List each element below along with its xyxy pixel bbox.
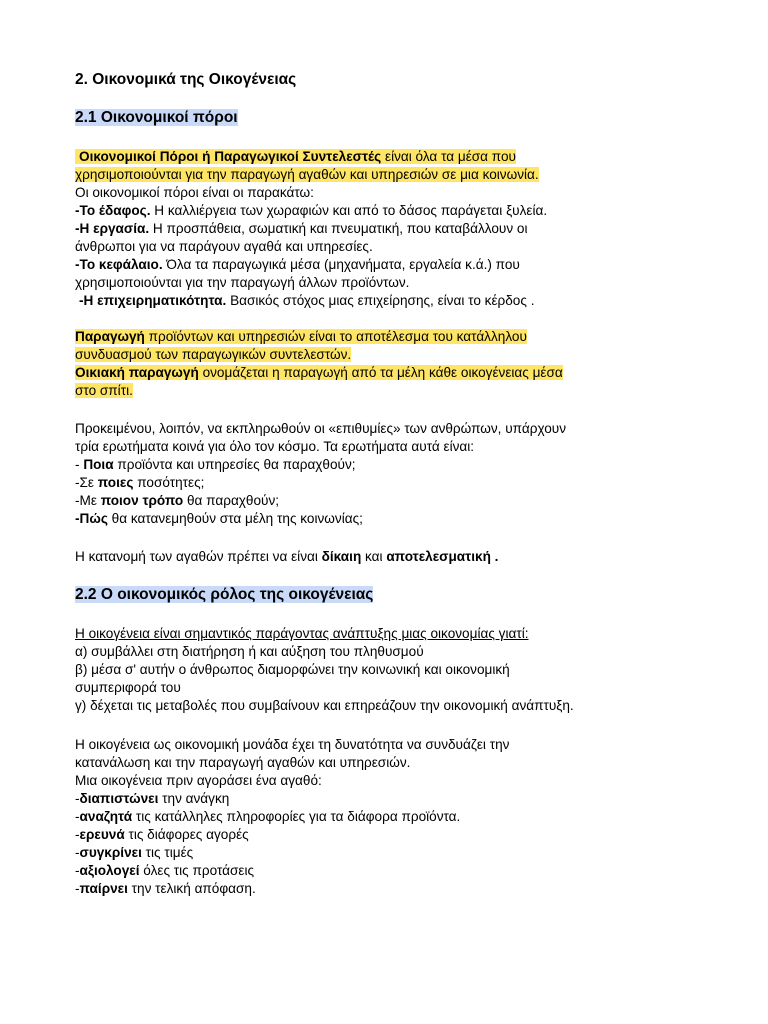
section-heading-2-1 — [75, 108, 238, 128]
text-span: προϊόντα και υπηρεσίες θα παραχθούν; — [113, 457, 356, 472]
question-item — [75, 492, 279, 509]
text-span: ποσότητες; — [133, 475, 205, 490]
page-title: 2. Οικονομικά της Οικογένειας — [75, 71, 297, 88]
reason-item-continuation: συμπεριφορά του — [75, 680, 181, 695]
bold-term: -Το κεφάλαιο. — [75, 257, 163, 272]
bold-term: Παραγωγή — [75, 329, 145, 344]
bold-term: -Πώς — [75, 511, 108, 526]
text-span: - — [75, 457, 84, 472]
question-item — [75, 456, 356, 473]
text-span: θα παραχθούν; — [183, 493, 280, 508]
bold-term: Οικονομικοί Πόροι ή Παραγωγικοί Συντελεστές — [79, 149, 382, 164]
bold-term: δίκαιη — [321, 549, 362, 564]
paragraph-line — [75, 364, 563, 381]
text-span: την τελική απόφαση. — [127, 881, 256, 896]
list-item — [75, 220, 528, 237]
text-span: όλες τις προτάσεις — [139, 863, 255, 878]
highlighted-text: στο σπίτι. — [75, 383, 133, 398]
paragraph-line — [75, 548, 498, 565]
bold-term: ποιες — [97, 475, 134, 490]
list-item — [75, 202, 547, 219]
text-span: προϊόντων και υπηρεσιών είναι το αποτέλεσμα του κατάλληλου — [144, 329, 527, 344]
paragraph-line — [75, 166, 539, 183]
bold-term: ποιον τρόπο — [100, 493, 184, 508]
bold-term: -Η εργασία. — [75, 221, 150, 236]
paragraph-line: Η οικογένεια είναι σημαντικός παράγοντας ανάπτυξης μιας οικονομίας γιατί: — [75, 626, 529, 641]
bold-term: διαπιστώνει — [79, 791, 159, 806]
text-span: τις διάφορες αγορές — [124, 827, 249, 842]
step-item — [75, 862, 254, 879]
question-item — [75, 474, 204, 491]
text-span: Η προσπάθεια, σωματική και πνευματική, που καταβάλλουν οι — [149, 221, 528, 236]
paragraph-line: τρία ερωτήματα κοινά για όλο τον κόσμο. Τα ερωτήματα αυτά είναι: — [75, 439, 475, 454]
bold-term: παίρνει — [79, 881, 128, 896]
reason-item: γ) δέχεται τις μεταβολές που συμβαίνουν και επηρεάζουν την οικονομική ανάπτυξη. — [75, 698, 574, 713]
heading-highlight: 2.2 Ο οικονομικός ρόλος της οικογένειας — [75, 586, 374, 603]
bold-term: αποτελεσματική . — [386, 549, 499, 564]
text-span: -Με — [75, 493, 101, 508]
bold-term: συγκρίνει — [79, 845, 142, 860]
highlighted-text: συνδυασμού των παραγωγικών συντελεστών. — [75, 347, 352, 362]
bold-term: αναζητά — [79, 809, 133, 824]
text-span: είναι όλα τα μέσα που — [381, 149, 516, 164]
paragraph-line: Μια οικογένεια πριν αγοράσει ένα αγαθό: — [75, 773, 322, 788]
text-span: - — [75, 809, 80, 824]
text-span: και — [361, 549, 387, 564]
text-span: ονομάζεται η παραγωγή από τα μέλη κάθε οικογένειας μέσα — [198, 365, 563, 380]
step-item — [75, 790, 229, 807]
paragraph-line — [75, 346, 351, 363]
step-item — [75, 844, 193, 861]
highlighted-text — [75, 149, 516, 164]
highlighted-text: χρησιμοποιούνται για την παραγωγή αγαθών και υπηρεσιών σε μια κοινωνία. — [75, 167, 539, 182]
list-item — [75, 256, 520, 273]
paragraph-line — [75, 382, 133, 399]
text-span: την ανάγκη — [158, 791, 230, 806]
text-span: - — [75, 827, 80, 842]
paragraph-line: Οι οικονομικοί πόροι είναι οι παρακάτω: — [75, 185, 314, 200]
paragraph-line: Προκειμένου, λοιπόν, να εκπληρωθούν οι «επιθυμίες» των ανθρώπων, υπάρχουν — [75, 421, 567, 436]
section-heading-2-2 — [75, 585, 373, 605]
bold-term: αξιολογεί — [79, 863, 140, 878]
list-item — [79, 292, 534, 309]
text-span: - — [75, 881, 80, 896]
bold-term: Ποια — [83, 457, 114, 472]
list-item-continuation: άνθρωποι για να παράγουν αγαθά και υπηρεσίες. — [75, 239, 373, 254]
text-span: Η κατανομή των αγαθών πρέπει να είναι — [75, 549, 322, 564]
reason-item: β) μέσα σ' αυτήν ο άνθρωπος διαμορφώνει την κοινωνική και οικονομική — [75, 662, 510, 677]
text-span: Όλα τα παραγωγικά μέσα (μηχανήματα, εργαλεία κ.ά.) που — [162, 257, 520, 272]
text-span: τις κατάλληλες πληροφορίες για τα διάφορα προϊόντα. — [132, 809, 461, 824]
text-span: Η καλλιέργεια των χωραφιών και από το δάσος παράγεται ξυλεία. — [150, 203, 548, 218]
text-span: - — [75, 863, 80, 878]
reason-item: α) συμβάλλει στη διατήρηση ή και αύξηση του πληθυσμού — [75, 644, 424, 659]
heading-highlight: 2.1 Οικονομικοί πόροι — [75, 109, 238, 126]
step-item — [75, 826, 249, 843]
bold-term: Οικιακή παραγωγή — [75, 365, 199, 380]
text-span: - — [75, 845, 80, 860]
highlighted-text — [75, 365, 563, 380]
bold-term: -Το έδαφος. — [75, 203, 151, 218]
paragraph-line: κατανάλωση και την παραγωγή αγαθών και υπηρεσιών. — [75, 755, 411, 770]
highlighted-text — [75, 329, 527, 344]
paragraph-line — [75, 328, 527, 345]
text-span: τις τιμές — [141, 845, 194, 860]
step-item — [75, 808, 460, 825]
text-span: - — [75, 791, 80, 806]
question-item — [75, 510, 363, 527]
bold-term: ερευνά — [79, 827, 125, 842]
list-item-continuation: χρησιμοποιούνται για την παραγωγή άλλων προϊόντων. — [75, 275, 410, 290]
bold-term: -Η επιχειρηματικότητα. — [79, 293, 227, 308]
text-span: Βασικός στόχος μιας επιχείρησης, είναι το κέρδος . — [226, 293, 535, 308]
paragraph-line: Η οικογένεια ως οικονομική μονάδα έχει τη δυνατότητα να συνδυάζει την — [75, 737, 510, 752]
text-span: θα κατανεμηθούν στα μέλη της κοινωνίας; — [107, 511, 363, 526]
text-span: -Σε — [75, 475, 98, 490]
paragraph-line — [75, 148, 516, 165]
step-item — [75, 880, 256, 897]
